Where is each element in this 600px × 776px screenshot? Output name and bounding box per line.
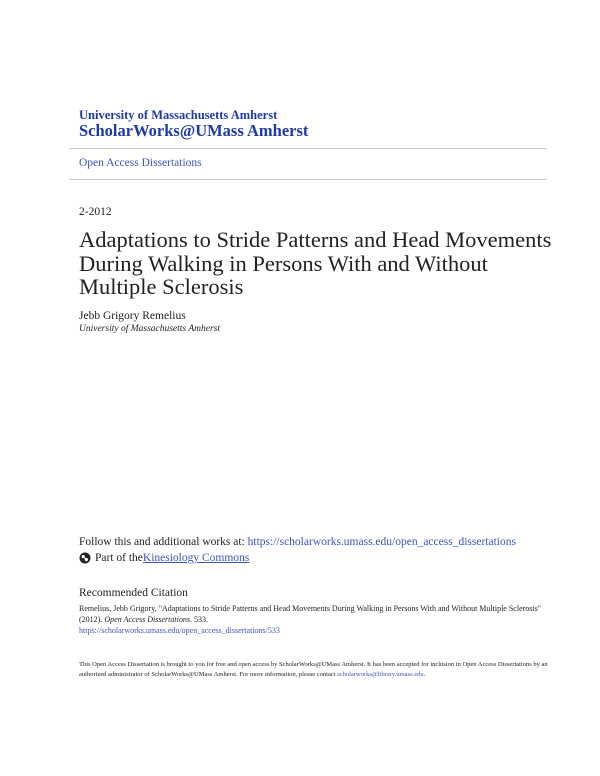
part-of-line [79,552,249,564]
citation-journal: Open Access Dissertations [104,615,190,624]
contact-email-link[interactable]: scholarworks@library.umass.edu [337,670,424,678]
footer-end: . [423,670,426,678]
bottom-divider [69,179,547,180]
follow-label: Follow this and additional works at: [79,536,248,548]
citation-text [79,603,549,636]
kinesiology-commons-link[interactable]: Kinesiology Commons [142,552,250,564]
footer-text: This Open Access Dissertation is brought to you for free and open access by ScholarWorks@UMass Amherst. It has been accepted for inclusion in Open Access Dissertations by an authorized administrator of ScholarWorks@UMass Amherst. For more information, please contact [79,661,548,678]
follow-line [79,536,516,548]
author-affiliation: University of Massachusetts Amherst [79,324,220,334]
collection-link[interactable]: Open Access Dissertations [79,157,202,169]
repository-name[interactable]: ScholarWorks@UMass Amherst [79,121,309,140]
collection-url-link[interactable]: https://scholarworks.umass.edu/open_access_dissertations [247,536,516,548]
recommended-citation-heading: Recommended Citation [79,587,188,599]
part-of-label: Part of the [95,552,143,564]
citation-body: Remelius, Jebb Grigory, "Adaptations to Stride Patterns and Head Movements During Walking in Persons With and Without Multiple Sclerosis" (2012). [79,604,542,624]
network-commons-icon [79,552,91,564]
citation-url-link[interactable]: https://scholarworks.umass.edu/open_access_dissertations/533 [79,626,280,635]
university-name[interactable]: University of Massachusetts Amherst [79,108,278,122]
top-divider [69,148,547,149]
author-name: Jebb Grigory Remelius [79,310,186,322]
footer-notice [79,660,549,679]
citation-number: . 533. [189,615,208,624]
document-title: Adaptations to Stride Patterns and Head Movements During Walking in Persons With and Without Multiple Sclerosis [79,227,552,299]
publication-date: 2-2012 [79,206,112,218]
